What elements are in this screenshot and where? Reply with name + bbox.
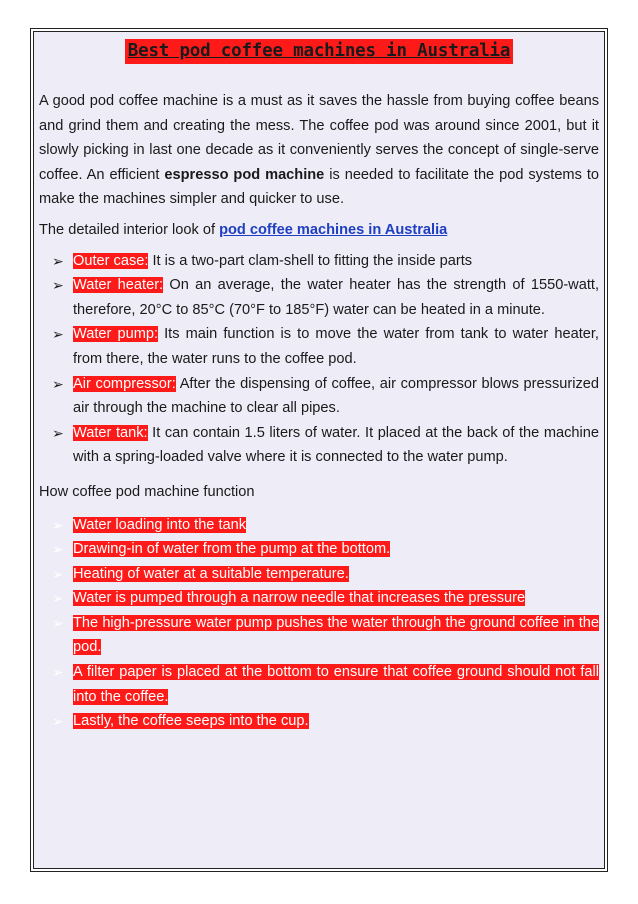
list-item xyxy=(39,562,599,587)
arrow-bullet-icon: ➢ xyxy=(52,375,64,392)
interior-paragraph xyxy=(39,218,599,243)
list-item xyxy=(39,322,599,371)
step-text: The high-pressure water pump pushes the water through the ground coffee in the pod. xyxy=(73,614,599,656)
part-term: Water heater: xyxy=(73,277,164,294)
interior-lead: The detailed interior look of xyxy=(39,221,220,238)
intro-text-after: is needed to facilitate the pod systems to make the machines simpler and quicker to use. xyxy=(39,166,599,208)
part-term: Water tank: xyxy=(73,424,148,441)
list-item xyxy=(39,611,599,660)
arrow-bullet-icon: ➢ xyxy=(52,424,64,441)
how-it-works-heading: How coffee pod machine function xyxy=(39,483,255,500)
part-description: On an average, the water heater has the strength of 1550-watt, therefore, 20°C to 85°C (70°F to 185°F) water can be heated in a minute. xyxy=(73,277,599,318)
step-text: Water loading into the tank xyxy=(73,516,247,533)
arrow-bullet-icon: ➢ xyxy=(52,614,64,631)
list-item xyxy=(39,421,599,470)
document-page xyxy=(30,28,608,872)
intro-bold-term: espresso pod machine xyxy=(164,166,325,183)
list-item xyxy=(39,709,599,734)
list-item xyxy=(39,249,599,274)
intro-text-before: A good pod coffee machine is a must as it saves the hassle from buying coffee beans and grind them and creating the mess. The coffee pod was around since 2001, but it slowly picking in last one decade as it conveniently serves the concept of single-serve coffee. An efficient xyxy=(39,93,599,183)
list-item xyxy=(39,372,599,421)
intro-paragraph xyxy=(39,89,599,212)
step-text: Lastly, the coffee seeps into the cup. xyxy=(73,713,309,730)
step-text: Heating of water at a suitable temperature. xyxy=(73,565,349,582)
arrow-bullet-icon: ➢ xyxy=(52,252,64,269)
step-text: Drawing-in of water from the pump at the bottom. xyxy=(73,541,391,558)
arrow-bullet-icon: ➢ xyxy=(52,541,64,558)
arrow-bullet-icon: ➢ xyxy=(52,516,64,533)
part-term: Air compressor: xyxy=(73,375,176,392)
arrow-bullet-icon: ➢ xyxy=(52,326,64,343)
pod-machines-link[interactable]: pod coffee machines in Australia xyxy=(219,221,448,238)
arrow-bullet-icon: ➢ xyxy=(52,565,64,582)
arrow-bullet-icon: ➢ xyxy=(52,590,64,607)
parts-list xyxy=(39,249,599,470)
page-title: Best pod coffee machines in Australia xyxy=(125,39,513,64)
arrow-bullet-icon: ➢ xyxy=(52,713,64,730)
list-item xyxy=(39,586,599,611)
part-description: It can contain 1.5 liters of water. It placed at the back of the machine with a spring-loaded valve where it is connected to the water pump. xyxy=(73,424,599,466)
arrow-bullet-icon: ➢ xyxy=(52,664,64,681)
part-description: After the dispensing of coffee, air compressor blows pressurized air through the machine to clear all pipes. xyxy=(73,375,599,417)
list-item xyxy=(39,273,599,322)
document-body xyxy=(39,89,599,740)
step-text: A filter paper is placed at the bottom to ensure that coffee ground should not fall into the coffee. xyxy=(73,664,599,705)
part-term: Water pump: xyxy=(73,326,159,343)
part-description: It is a two-part clam-shell to fitting the inside parts xyxy=(148,252,473,269)
arrow-bullet-icon: ➢ xyxy=(52,277,64,294)
part-term: Outer case: xyxy=(73,252,149,269)
list-item xyxy=(39,660,599,709)
title-container xyxy=(31,39,607,64)
list-item xyxy=(39,537,599,562)
list-item xyxy=(39,513,599,538)
steps-list xyxy=(39,513,599,734)
part-description: Its main function is to move the water from tank to water heater, from there, the water runs to the coffee pod. xyxy=(73,326,599,367)
step-text: Water is pumped through a narrow needle that increases the pressure xyxy=(73,590,526,607)
